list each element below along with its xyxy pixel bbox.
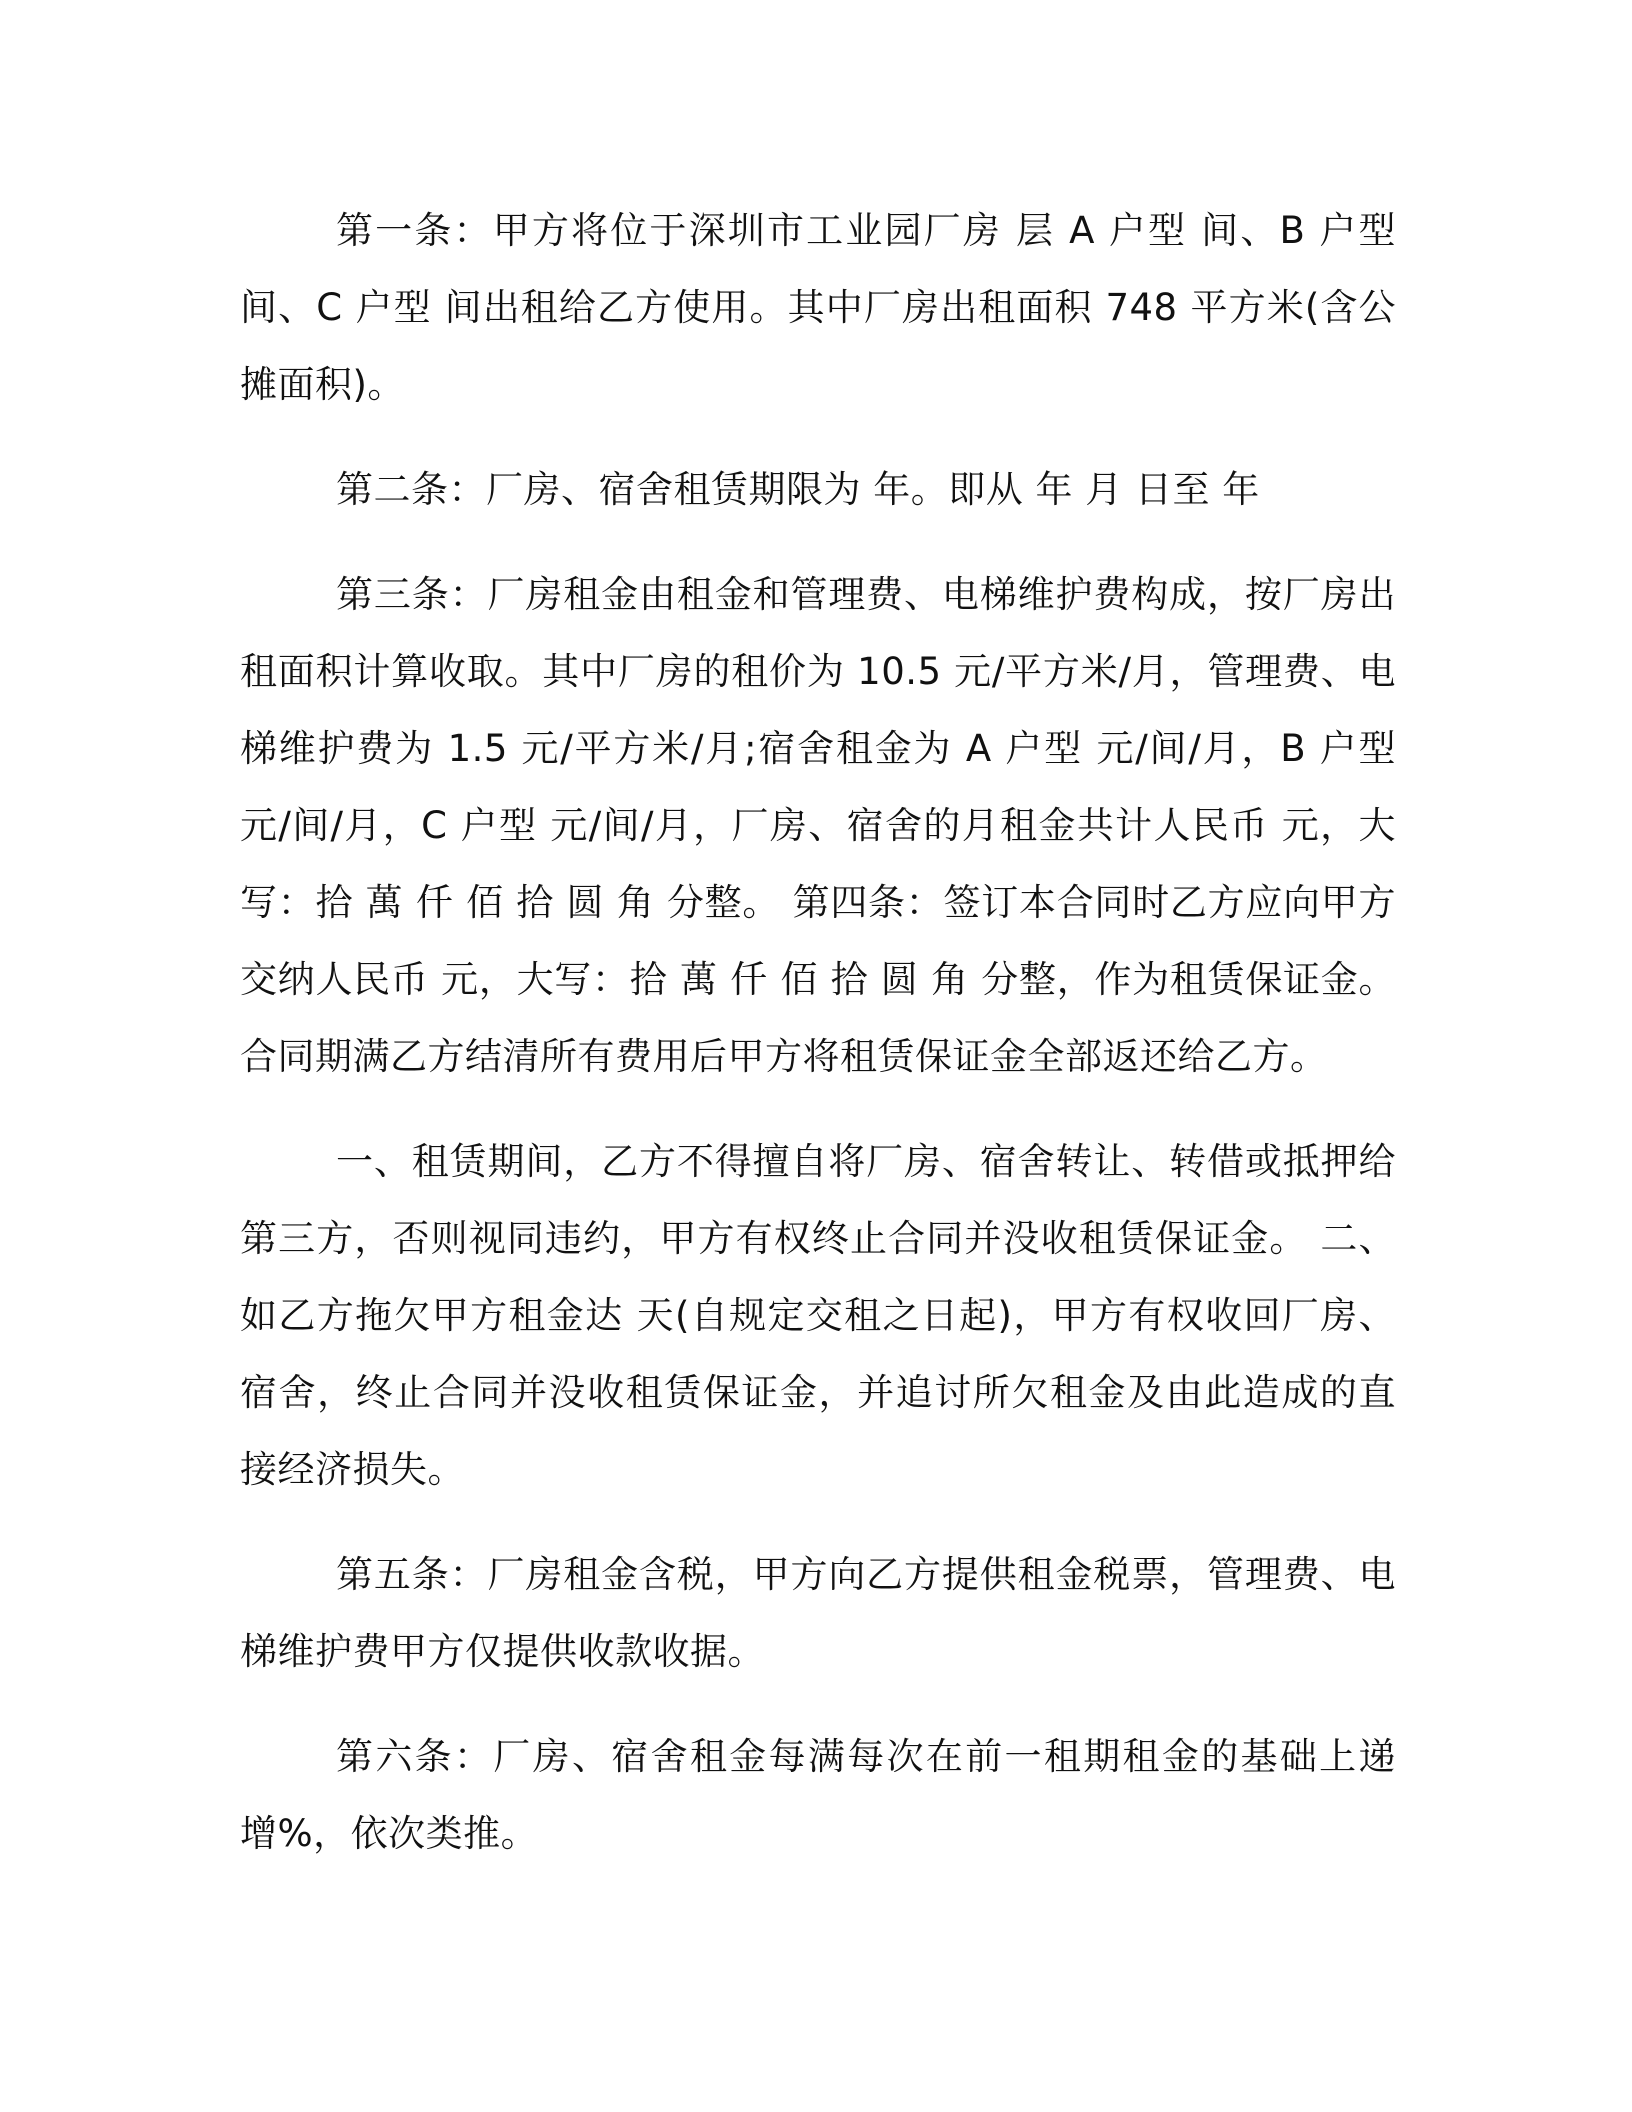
contract-body bbox=[240, 192, 1396, 1872]
clause-6-paragraph: 第六条：厂房、宿舍租金每满每次在前一租期租金的基础上递增%，依次类推。 bbox=[240, 1735, 1396, 1855]
clause-3-4-paragraph: 第三条：厂房租金由租金和管理费、电梯维护费构成，按厂房出租面积计算收取。其中厂房的租价为 10.5 元/平方米/月，管理费、电梯维护费为 1.5 元/平方米/月;宿舍租金为 A 户型 元/间/月，B 户型 元/间/月，C 户型 元/间/月，厂房、宿舍的月租金共计人民币 元，大写：拾 萬 仟 佰 拾 圆 角 分整。 第四条：签订本合同时乙方应向甲方交纳人民币 元，大写：拾 萬 仟 佰 拾 圆 角 分整，作为租赁保证金。合同期满乙方结清所有费用后甲方将租赁保证金全部返还给乙方。 bbox=[240, 573, 1396, 1078]
clause-1-paragraph: 第一条：甲方将位于深圳市工业园厂房 层 A 户型 间、B 户型 间、C 户型 间出租给乙方使用。其中厂房出租面积 748 平方米(含公摊面积)。 bbox=[240, 209, 1396, 406]
clause-2-paragraph: 第二条：厂房、宿舍租赁期限为 年。即从 年 月 日至 年 bbox=[336, 468, 1260, 511]
clause-5-paragraph: 第五条：厂房租金含税，甲方向乙方提供租金税票，管理费、电梯维护费甲方仅提供收款收据。 bbox=[240, 1553, 1396, 1673]
lease-terms-paragraph: 一、租赁期间，乙方不得擅自将厂房、宿舍转让、转借或抵押给第三方，否则视同违约，甲方有权终止合同并没收租赁保证金。 二、如乙方拖欠甲方租金达 天(自规定交租之日起)，甲方有权收回厂房、宿舍，终止合同并没收租赁保证金，并追讨所欠租金及由此造成的直接经济损失。 bbox=[240, 1140, 1396, 1491]
